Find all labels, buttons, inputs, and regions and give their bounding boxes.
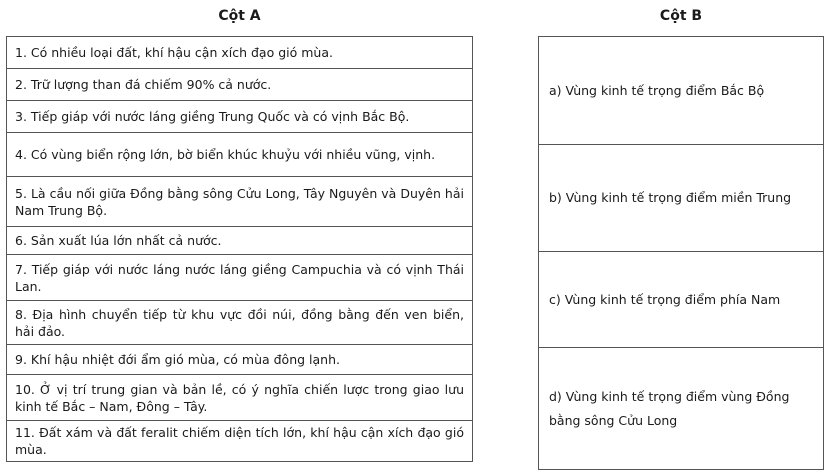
column-a-item-5 bbox=[7, 177, 472, 227]
column-a-header: Cột A bbox=[218, 8, 261, 24]
column-a-item-6-text: 6. Sản xuất lúa lớn nhất cả nước. bbox=[15, 233, 222, 248]
column-a-item-2 bbox=[7, 69, 472, 101]
column-a-item-8 bbox=[7, 301, 472, 345]
column-b-item-c: c) Vùng kinh tế trọng điểm phía Nam bbox=[539, 252, 823, 348]
column-a-item-11 bbox=[7, 421, 472, 461]
column-a-item-9 bbox=[7, 345, 472, 375]
column-a-item-4 bbox=[7, 133, 472, 177]
column-a-table bbox=[6, 36, 473, 462]
column-a-item-2-text: 2. Trữ lượng than đá chiếm 90% cả nước. bbox=[15, 77, 272, 92]
column-b-item-b: b) Vùng kinh tế trọng điểm miền Trung bbox=[539, 145, 823, 252]
column-b-item-d: d) Vùng kinh tế trọng điểm vùng Đồng bằng sông Cửu Long bbox=[549, 388, 790, 428]
column-a-item-8-text: 8. Địa hình chuyển tiếp từ khu vực đồi núi, đồng bằng đến ven biển, hải đảo. bbox=[15, 306, 464, 339]
column-a-item-7 bbox=[7, 255, 472, 301]
column-b-header: Cột B bbox=[659, 8, 703, 24]
column-a-item-6 bbox=[7, 227, 472, 255]
column-b-item-a: a) Vùng kinh tế trọng điểm Bắc Bộ bbox=[539, 37, 823, 145]
column-a-item-3-text: 3. Tiếp giáp với nước láng giềng Trung Quốc và có vịnh Bắc Bộ. bbox=[15, 109, 410, 124]
column-b-table bbox=[538, 36, 824, 470]
column-a-item-5-text: 5. Là cầu nối giữa Đồng bằng sông Cửu Long, Tây Nguyên và Duyên hải Nam Trung Bộ. bbox=[15, 185, 464, 218]
column-a-item-11-text: 11. Đất xám và đất feralit chiếm diện tích lớn, khí hậu cận xích đạo gió mùa. bbox=[15, 425, 464, 457]
column-a-item-3 bbox=[7, 101, 472, 133]
column-a-item-9-text: 9. Khí hậu nhiệt đới ẩm gió mùa, có mùa đông lạnh. bbox=[15, 352, 340, 367]
column-a-item-1-text: 1. Có nhiều loại đất, khí hậu cận xích đạo gió mùa. bbox=[15, 45, 333, 60]
column-a-item-7-text: 7. Tiếp giáp với nước láng nước láng giềng Campuchia và có vịnh Thái Lan. bbox=[15, 261, 464, 294]
column-a-item-1 bbox=[7, 37, 472, 69]
column-a-item-10-text: 10. Ở vị trí trung gian và bản lề, có ý nghĩa chiến lược trong giao lưu kinh tế Bắc – Nam, Đông – Tây. bbox=[15, 381, 464, 414]
column-a-item-4-text: 4. Có vùng biển rộng lớn, bờ biển khúc khuỷu với nhiều vũng, vịnh. bbox=[15, 147, 436, 162]
column-a-item-10 bbox=[7, 375, 472, 421]
